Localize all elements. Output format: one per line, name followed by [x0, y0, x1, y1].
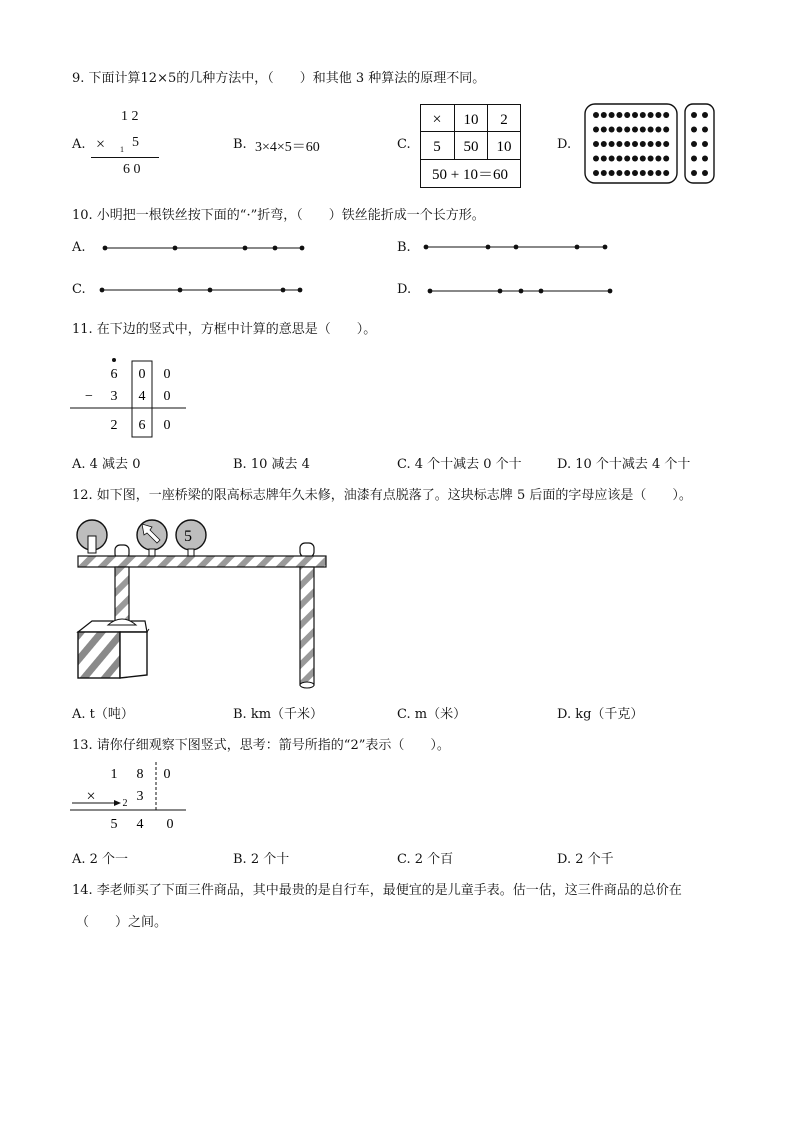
q11-vertical-subtraction: [70, 356, 190, 436]
base-block: [78, 632, 120, 678]
q9-c-sum: 50 + 10＝60: [432, 167, 508, 183]
dot: [691, 156, 697, 162]
q10-wire-b: [424, 242, 607, 252]
digit: 3: [110, 389, 118, 404]
dot: [702, 141, 708, 147]
bend-point: [243, 246, 248, 251]
dot: [632, 141, 638, 147]
dot: [655, 141, 661, 147]
dot: [616, 127, 622, 133]
bend-point: [428, 289, 433, 294]
dot: [593, 156, 599, 162]
q9-a-multiplicand: 1 2: [121, 109, 139, 124]
digit: 0: [163, 367, 171, 382]
digit: 0: [163, 389, 171, 404]
dot: [632, 112, 638, 118]
digit: 4: [138, 389, 146, 404]
arrow-head: [114, 800, 121, 806]
dot: [702, 170, 708, 176]
digit: 6: [138, 418, 146, 433]
barrier-beam: [78, 556, 326, 567]
bend-point: [498, 289, 503, 294]
digit: 4: [136, 817, 144, 832]
bend-point: [514, 245, 519, 250]
times-sign: ×: [86, 788, 96, 805]
dot: [609, 127, 615, 133]
digit: 0: [163, 418, 171, 433]
q11-stem: 11. 在下边的竖式中，方框中计算的意思是（ ）。: [72, 322, 377, 337]
digit: 0: [166, 817, 174, 832]
minus-sign: −: [85, 389, 93, 404]
q10-wire-a: [104, 243, 304, 253]
dot: [609, 156, 615, 162]
bend-point: [608, 289, 613, 294]
digit: 0: [138, 367, 146, 382]
q13-option-c[interactable]: C. 2 个百: [397, 852, 454, 867]
q9-option-b-label[interactable]: B.: [233, 137, 247, 152]
carry-digit: 2: [122, 798, 128, 809]
q12-option-a[interactable]: A. t（吨）: [72, 707, 134, 722]
q9-c-cell: 50: [463, 139, 479, 155]
bend-point: [208, 288, 213, 293]
digit: 1: [110, 767, 118, 782]
q12-option-b[interactable]: B. km（千米）: [233, 707, 324, 722]
dot: [632, 127, 638, 133]
q11-option-a[interactable]: A. 4 减去 0: [72, 457, 141, 472]
q9-option-d-label[interactable]: D.: [557, 137, 572, 152]
q13-vertical-multiplication: [70, 760, 190, 836]
dot: [655, 156, 661, 162]
q9-c-cell: 10: [496, 139, 512, 155]
dot: [663, 170, 669, 176]
dot: [702, 127, 708, 133]
dot: [616, 112, 622, 118]
dot: [624, 170, 630, 176]
digit: 6: [110, 367, 118, 382]
bend-point: [103, 246, 108, 251]
q9-option-c-label[interactable]: C.: [397, 137, 411, 152]
q9-a-carry: 1: [120, 145, 124, 154]
dot: [601, 170, 607, 176]
q13-stem: 13. 请你仔细观察下图竖式，思考：箭号所指的“2”表示（ ）。: [72, 738, 450, 753]
dot: [609, 141, 615, 147]
dot: [624, 127, 630, 133]
dot: [632, 156, 638, 162]
dot: [640, 170, 646, 176]
q10-wire-d: [428, 286, 612, 296]
dot: [691, 170, 697, 176]
digit: 3: [136, 789, 144, 804]
q9-a-times-sign: ×: [96, 136, 106, 153]
q11-option-b[interactable]: B. 10 减去 4: [233, 457, 310, 472]
q13-option-d[interactable]: D. 2 个千: [557, 852, 614, 867]
dot: [624, 112, 630, 118]
bend-point: [300, 246, 305, 251]
bend-point: [575, 245, 580, 250]
dot: [691, 127, 697, 133]
dot: [616, 170, 622, 176]
dot: [601, 112, 607, 118]
bend-point: [424, 245, 429, 250]
q9-d-dot-array: [584, 103, 716, 185]
dot: [663, 156, 669, 162]
dot: [640, 156, 646, 162]
dot: [648, 170, 654, 176]
q11-option-d[interactable]: D. 10 个十减去 4 个十: [557, 457, 691, 472]
q10-stem: 10. 小明把一根铁丝按下面的“·”折弯，（ ）铁丝能折成一个长方形。: [72, 208, 485, 223]
dot: [616, 156, 622, 162]
bend-point: [281, 288, 286, 293]
dot: [624, 156, 630, 162]
dot: [648, 127, 654, 133]
dot: [593, 127, 599, 133]
dot: [593, 141, 599, 147]
bend-point: [603, 245, 608, 250]
bend-point: [519, 289, 524, 294]
q9-c-area-table: [420, 104, 521, 188]
dot: [702, 156, 708, 162]
bend-point: [100, 288, 105, 293]
dot: [648, 141, 654, 147]
q9-c-cell: 10: [463, 112, 479, 128]
dot: [593, 112, 599, 118]
dot: [593, 170, 599, 176]
dot: [655, 127, 661, 133]
dot: [601, 141, 607, 147]
bend-point: [173, 246, 178, 251]
q9-b-expression: 3×4×5＝60: [255, 140, 320, 155]
dot: [702, 112, 708, 118]
q10-option-b-label[interactable]: B.: [397, 240, 411, 255]
dot: [609, 112, 615, 118]
q14-stem-line2: （ ）之间。: [76, 915, 168, 930]
q10-option-a-label[interactable]: A.: [72, 240, 86, 255]
bend-point: [298, 288, 303, 293]
dot: [655, 170, 661, 176]
q9-a-rule: [91, 157, 159, 158]
digit: 2: [110, 418, 118, 433]
bend-point: [178, 288, 183, 293]
q12-bridge-gate-illustration: [70, 515, 332, 690]
dot: [663, 141, 669, 147]
q9-c-cell: ×: [432, 111, 442, 128]
dot: [648, 156, 654, 162]
q9-a-result: 6 0: [123, 162, 141, 177]
q11-option-c[interactable]: C. 4 个十减去 0 个十: [397, 457, 522, 472]
dot: [655, 112, 661, 118]
digit: 0: [163, 767, 171, 782]
dot: [648, 112, 654, 118]
dot: [609, 170, 615, 176]
post-right: [300, 567, 314, 685]
q12-stem: 12. 如下图，一座桥梁的限高标志牌年久未修，油漆有点脱落了。这块标志牌 5 后面的字母应该是（ ）。: [72, 488, 692, 503]
dot: [624, 141, 630, 147]
q12-option-d[interactable]: D. kg（千克）: [557, 707, 644, 722]
borrow-dot: [112, 358, 116, 362]
dot: [632, 170, 638, 176]
q13-option-a[interactable]: A. 2 个一: [72, 852, 129, 867]
q13-option-b[interactable]: B. 2 个十: [233, 852, 290, 867]
bend-point: [539, 289, 544, 294]
q10-wire-c: [100, 285, 302, 295]
q9-option-a-label[interactable]: A.: [72, 137, 86, 152]
dot: [691, 141, 697, 147]
digit: 5: [110, 817, 118, 832]
q9-stem: 9. 下面计算12×5的几种方法中，（ ）和其他 3 种算法的原理不同。: [72, 71, 486, 86]
bend-point: [486, 245, 491, 250]
dot: [640, 141, 646, 147]
q9-c-cell: 2: [500, 112, 508, 128]
q10-option-d-label[interactable]: D.: [397, 282, 412, 297]
q9-a-multiplier: 5: [132, 135, 139, 150]
q14-stem-line1: 14. 李老师买了下面三件商品，其中最贵的是自行车，最便宜的是儿童手表。估一估，这三件商品的总价在: [72, 883, 682, 898]
dot: [601, 127, 607, 133]
q12-option-c[interactable]: C. m（米）: [397, 707, 467, 722]
dot: [691, 112, 697, 118]
q9-c-cell: 5: [433, 139, 441, 155]
dot: [616, 141, 622, 147]
dot: [663, 112, 669, 118]
digit: 8: [136, 767, 144, 782]
bend-point: [273, 246, 278, 251]
dot: [601, 156, 607, 162]
dot: [640, 112, 646, 118]
sign-digit: 5: [184, 528, 192, 545]
dot: [640, 127, 646, 133]
dot: [663, 127, 669, 133]
q10-option-c-label[interactable]: C.: [72, 282, 86, 297]
